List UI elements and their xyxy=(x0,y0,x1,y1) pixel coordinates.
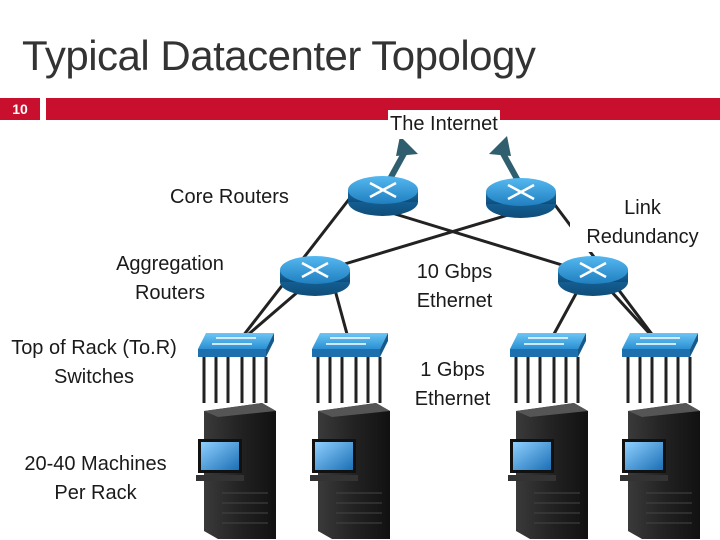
tor-switch xyxy=(312,333,388,357)
one-gbps-label: 1 Gbps Ethernet xyxy=(414,359,491,410)
slide-title: Typical Datacenter Topology xyxy=(22,32,536,79)
rack-3 xyxy=(508,333,588,539)
aggregation-routers-label: Aggregation Routers xyxy=(116,253,224,304)
rack-1 xyxy=(196,333,276,539)
link-redundancy-label: Link Redundancy xyxy=(570,194,715,252)
server-rack xyxy=(620,403,700,539)
tor-switch xyxy=(622,333,698,357)
rack-4 xyxy=(620,333,700,539)
tor-switch xyxy=(510,333,586,357)
internet-arrow-left-head xyxy=(396,136,418,156)
internet-arrow-right-head xyxy=(489,136,511,156)
core-router-2 xyxy=(486,178,556,218)
slide-number: 10 xyxy=(0,98,40,120)
tor-switch xyxy=(198,333,274,357)
server-rack xyxy=(508,403,588,539)
one-gbps-links xyxy=(516,357,578,403)
one-gbps-links xyxy=(318,357,380,403)
machines-label: 20-40 Machines Per Rack xyxy=(24,453,167,504)
tor-switches-label: Top of Rack (To.R) Switches xyxy=(11,337,177,388)
internet-label: The Internet xyxy=(388,110,500,139)
ten-gbps-label: 10 Gbps Ethernet xyxy=(402,258,507,316)
aggregation-router-2 xyxy=(558,256,628,296)
core-router-1 xyxy=(348,176,418,216)
aggregation-router-1 xyxy=(280,256,350,296)
one-gbps-links xyxy=(628,357,690,403)
rack-2 xyxy=(310,333,390,539)
one-gbps-links xyxy=(204,357,266,403)
server-rack xyxy=(196,403,276,539)
core-routers-label: Core Routers xyxy=(170,186,289,208)
server-rack xyxy=(310,403,390,539)
